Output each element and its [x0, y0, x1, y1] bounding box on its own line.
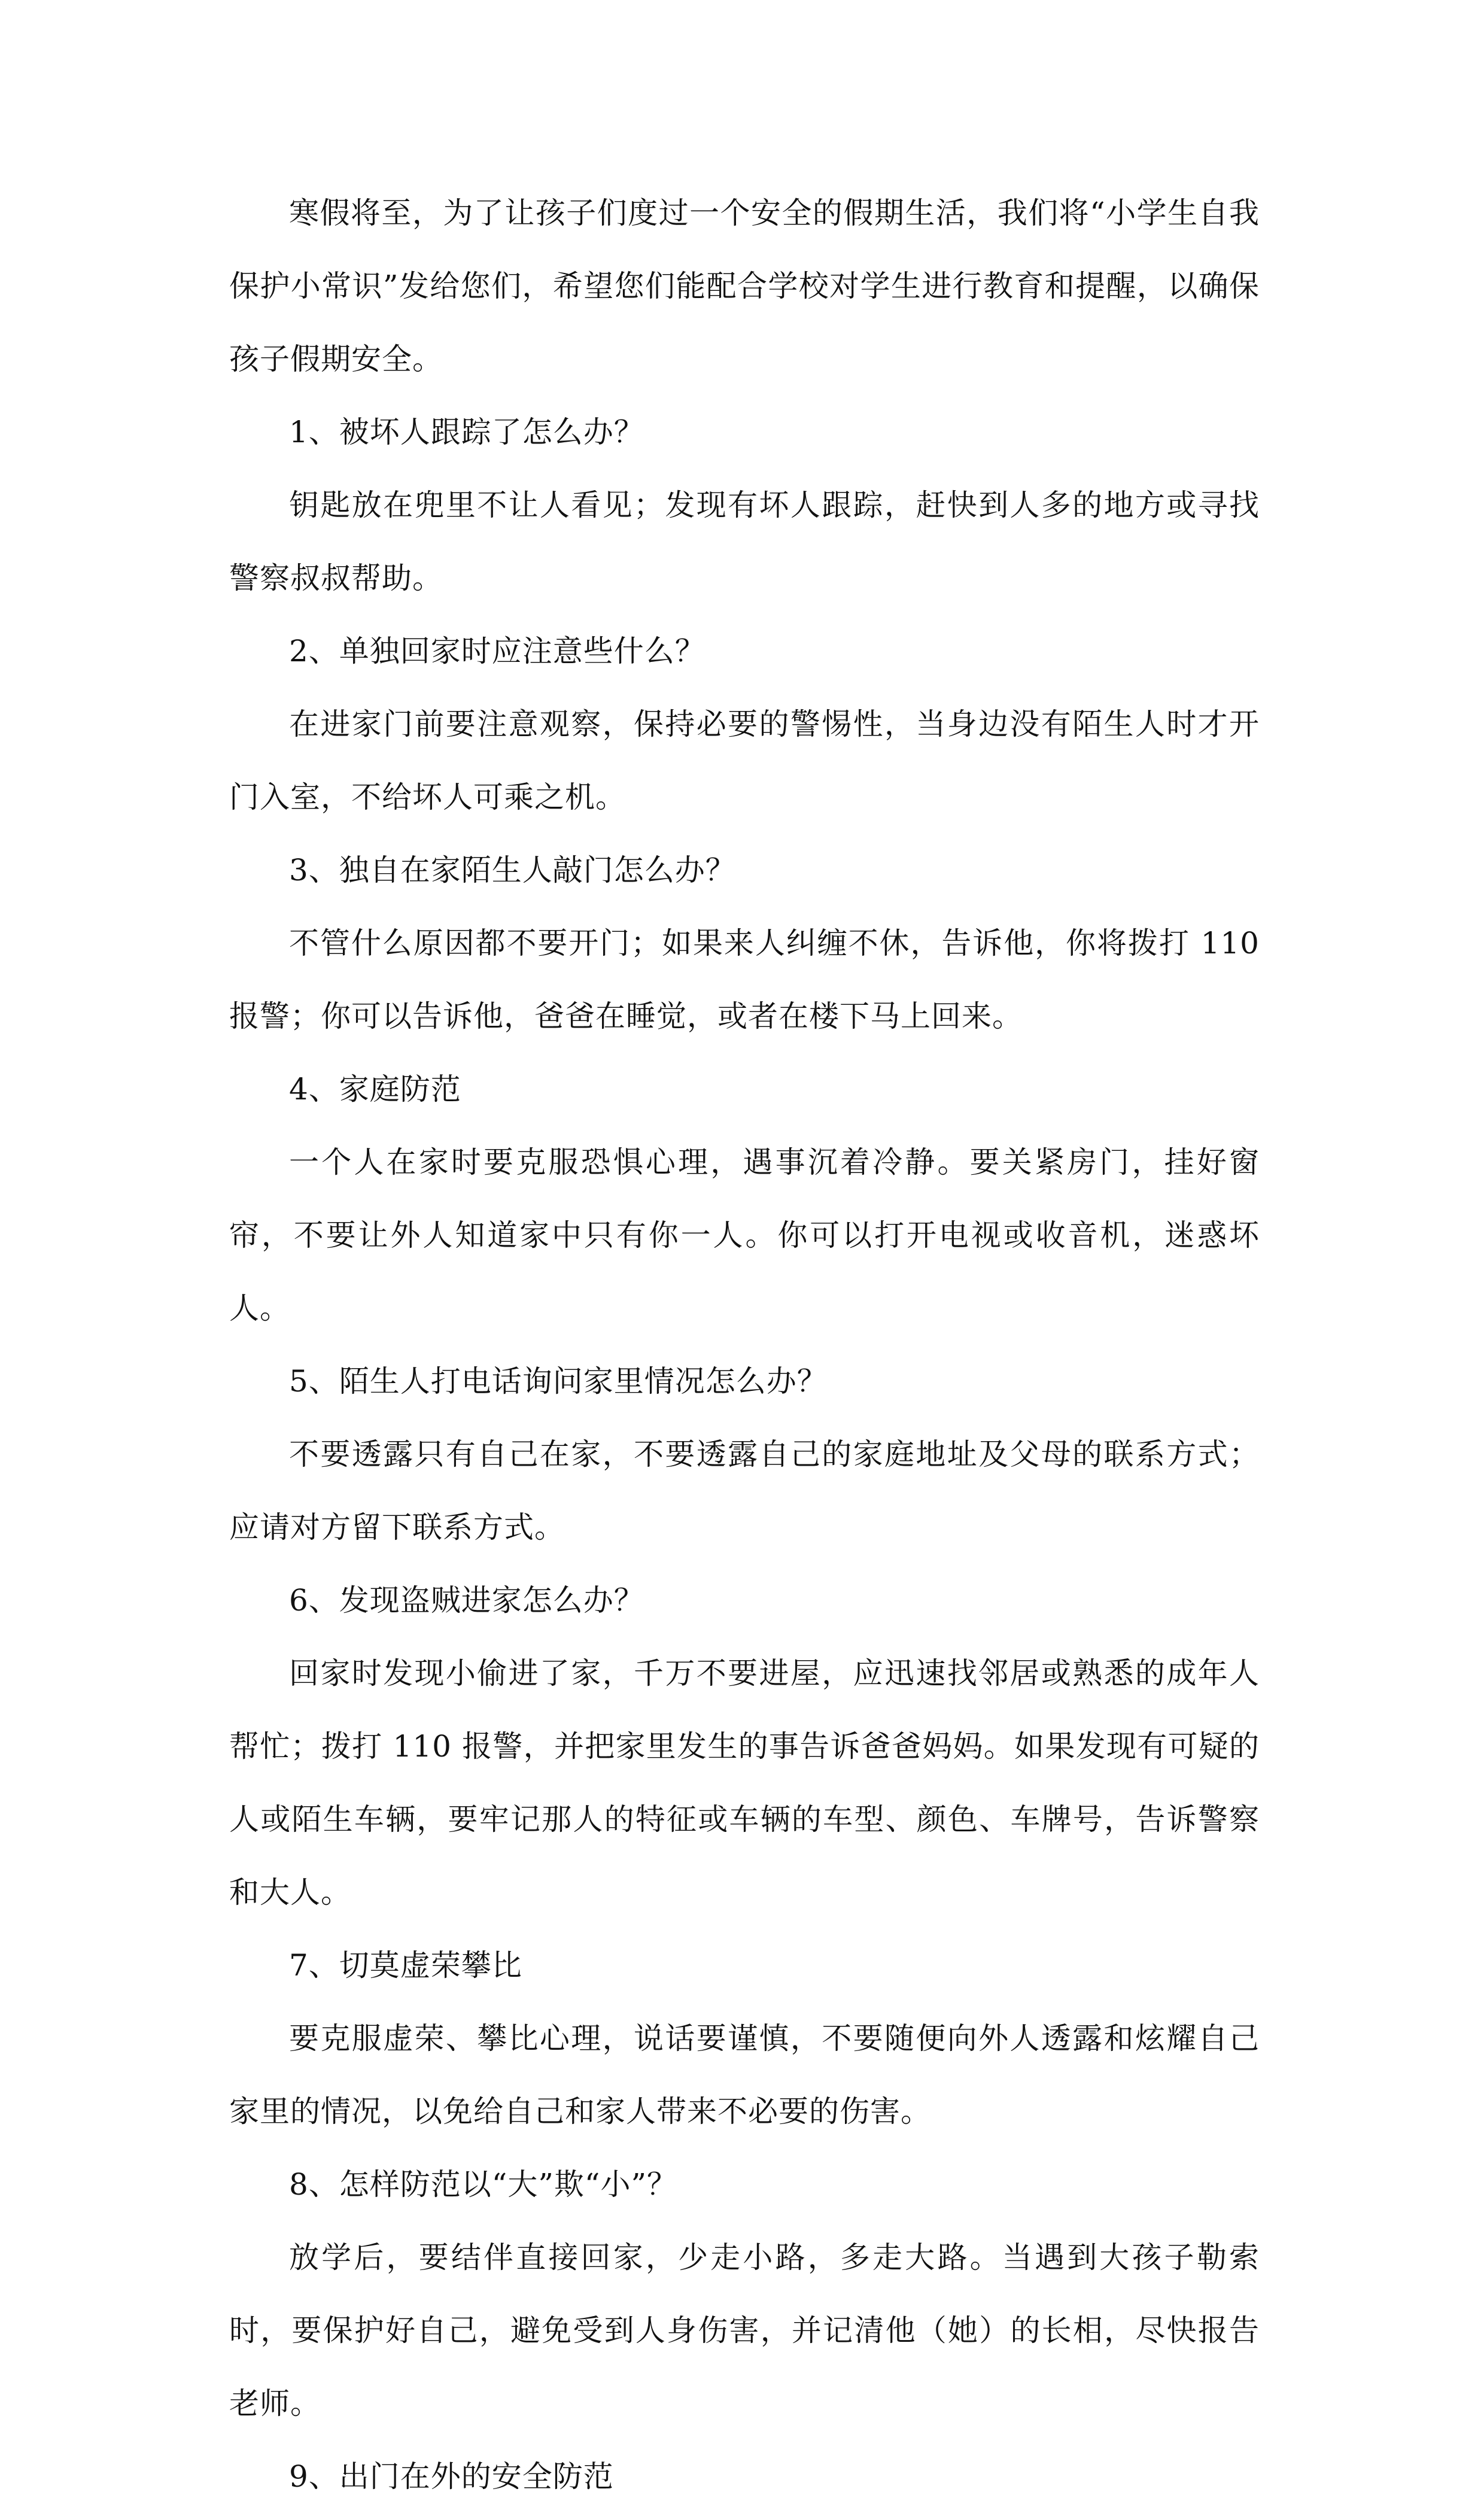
- body-paragraph-1: 钥匙放在兜里不让人看见；发现有坏人跟踪，赶快到人多的地方或寻找警察叔叔帮助。: [229, 488, 1260, 595]
- heading-1: 1、被坏人跟踪了怎么办？: [289, 415, 644, 449]
- body-paragraph-6: 回家时发现小偷进了家，千万不要进屋，应迅速找邻居或熟悉的成年人帮忙；拨打 110 报警，并把家里发生的事告诉爸爸妈妈。如果发现有可疑的人或陌生车辆，要牢记那人的特征或车辆的车型、颜色、车牌号，告诉警察和大人。: [229, 1656, 1260, 1910]
- body-paragraph-5: 不要透露只有自己在家，不要透露自己的家庭地址及父母的联系方式；应请对方留下联系方式。: [229, 1437, 1260, 1545]
- heading-8: 8、怎样防范以“大”欺“小”？: [289, 2167, 678, 2202]
- heading-3: 3、独自在家陌生人敲门怎么办？: [289, 853, 736, 888]
- body-paragraph-3: 不管什么原因都不要开门；如果来人纠缠不休，告诉他，你将拨打 110 报警；你可以告诉他，爸爸在睡觉，或者在楼下马上回来。: [229, 926, 1260, 1034]
- body-paragraph-4: 一个人在家时要克服恐惧心理，遇事沉着冷静。要关紧房门，挂好窗帘，不要让外人知道家中只有你一人。你可以打开电视或收音机，迷惑坏人。: [229, 1145, 1260, 1326]
- heading-5: 5、陌生人打电话询问家里情况怎么办？: [289, 1364, 828, 1399]
- heading-4: 4、家庭防范: [289, 1072, 461, 1107]
- body-paragraph-8: 放学后，要结伴直接回家，少走小路，多走大路。当遇到大孩子勒索时，要保护好自己，避免受到人身伤害，并记清他（她）的长相，尽快报告老师。: [229, 2240, 1260, 2421]
- body-paragraph-7: 要克服虚荣、攀比心理，说话要谨慎，不要随便向外人透露和炫耀自己家里的情况，以免给自己和家人带来不必要的伤害。: [229, 2021, 1260, 2129]
- body-paragraph-2: 在进家门前要注意观察，保持必要的警惕性，当身边没有陌生人时才开门入室，不给坏人可乘之机。: [229, 707, 1260, 815]
- heading-6: 6、发现盗贼进家怎么办？: [289, 1583, 644, 1618]
- intro-paragraph: 寒假将至，为了让孩子们度过一个安全的假期生活，我们将“小学生自我保护小常识”发给您们，希望您们能配合学校对学生进行教育和提醒，以确保孩子假期安全。: [229, 196, 1260, 376]
- heading-7: 7、切莫虚荣攀比: [289, 1948, 522, 1983]
- heading-2: 2、单独回家时应注意些什么？: [289, 634, 705, 668]
- document-body: [229, 177, 1260, 2513]
- heading-9: 9、出门在外的安全防范: [289, 2459, 614, 2494]
